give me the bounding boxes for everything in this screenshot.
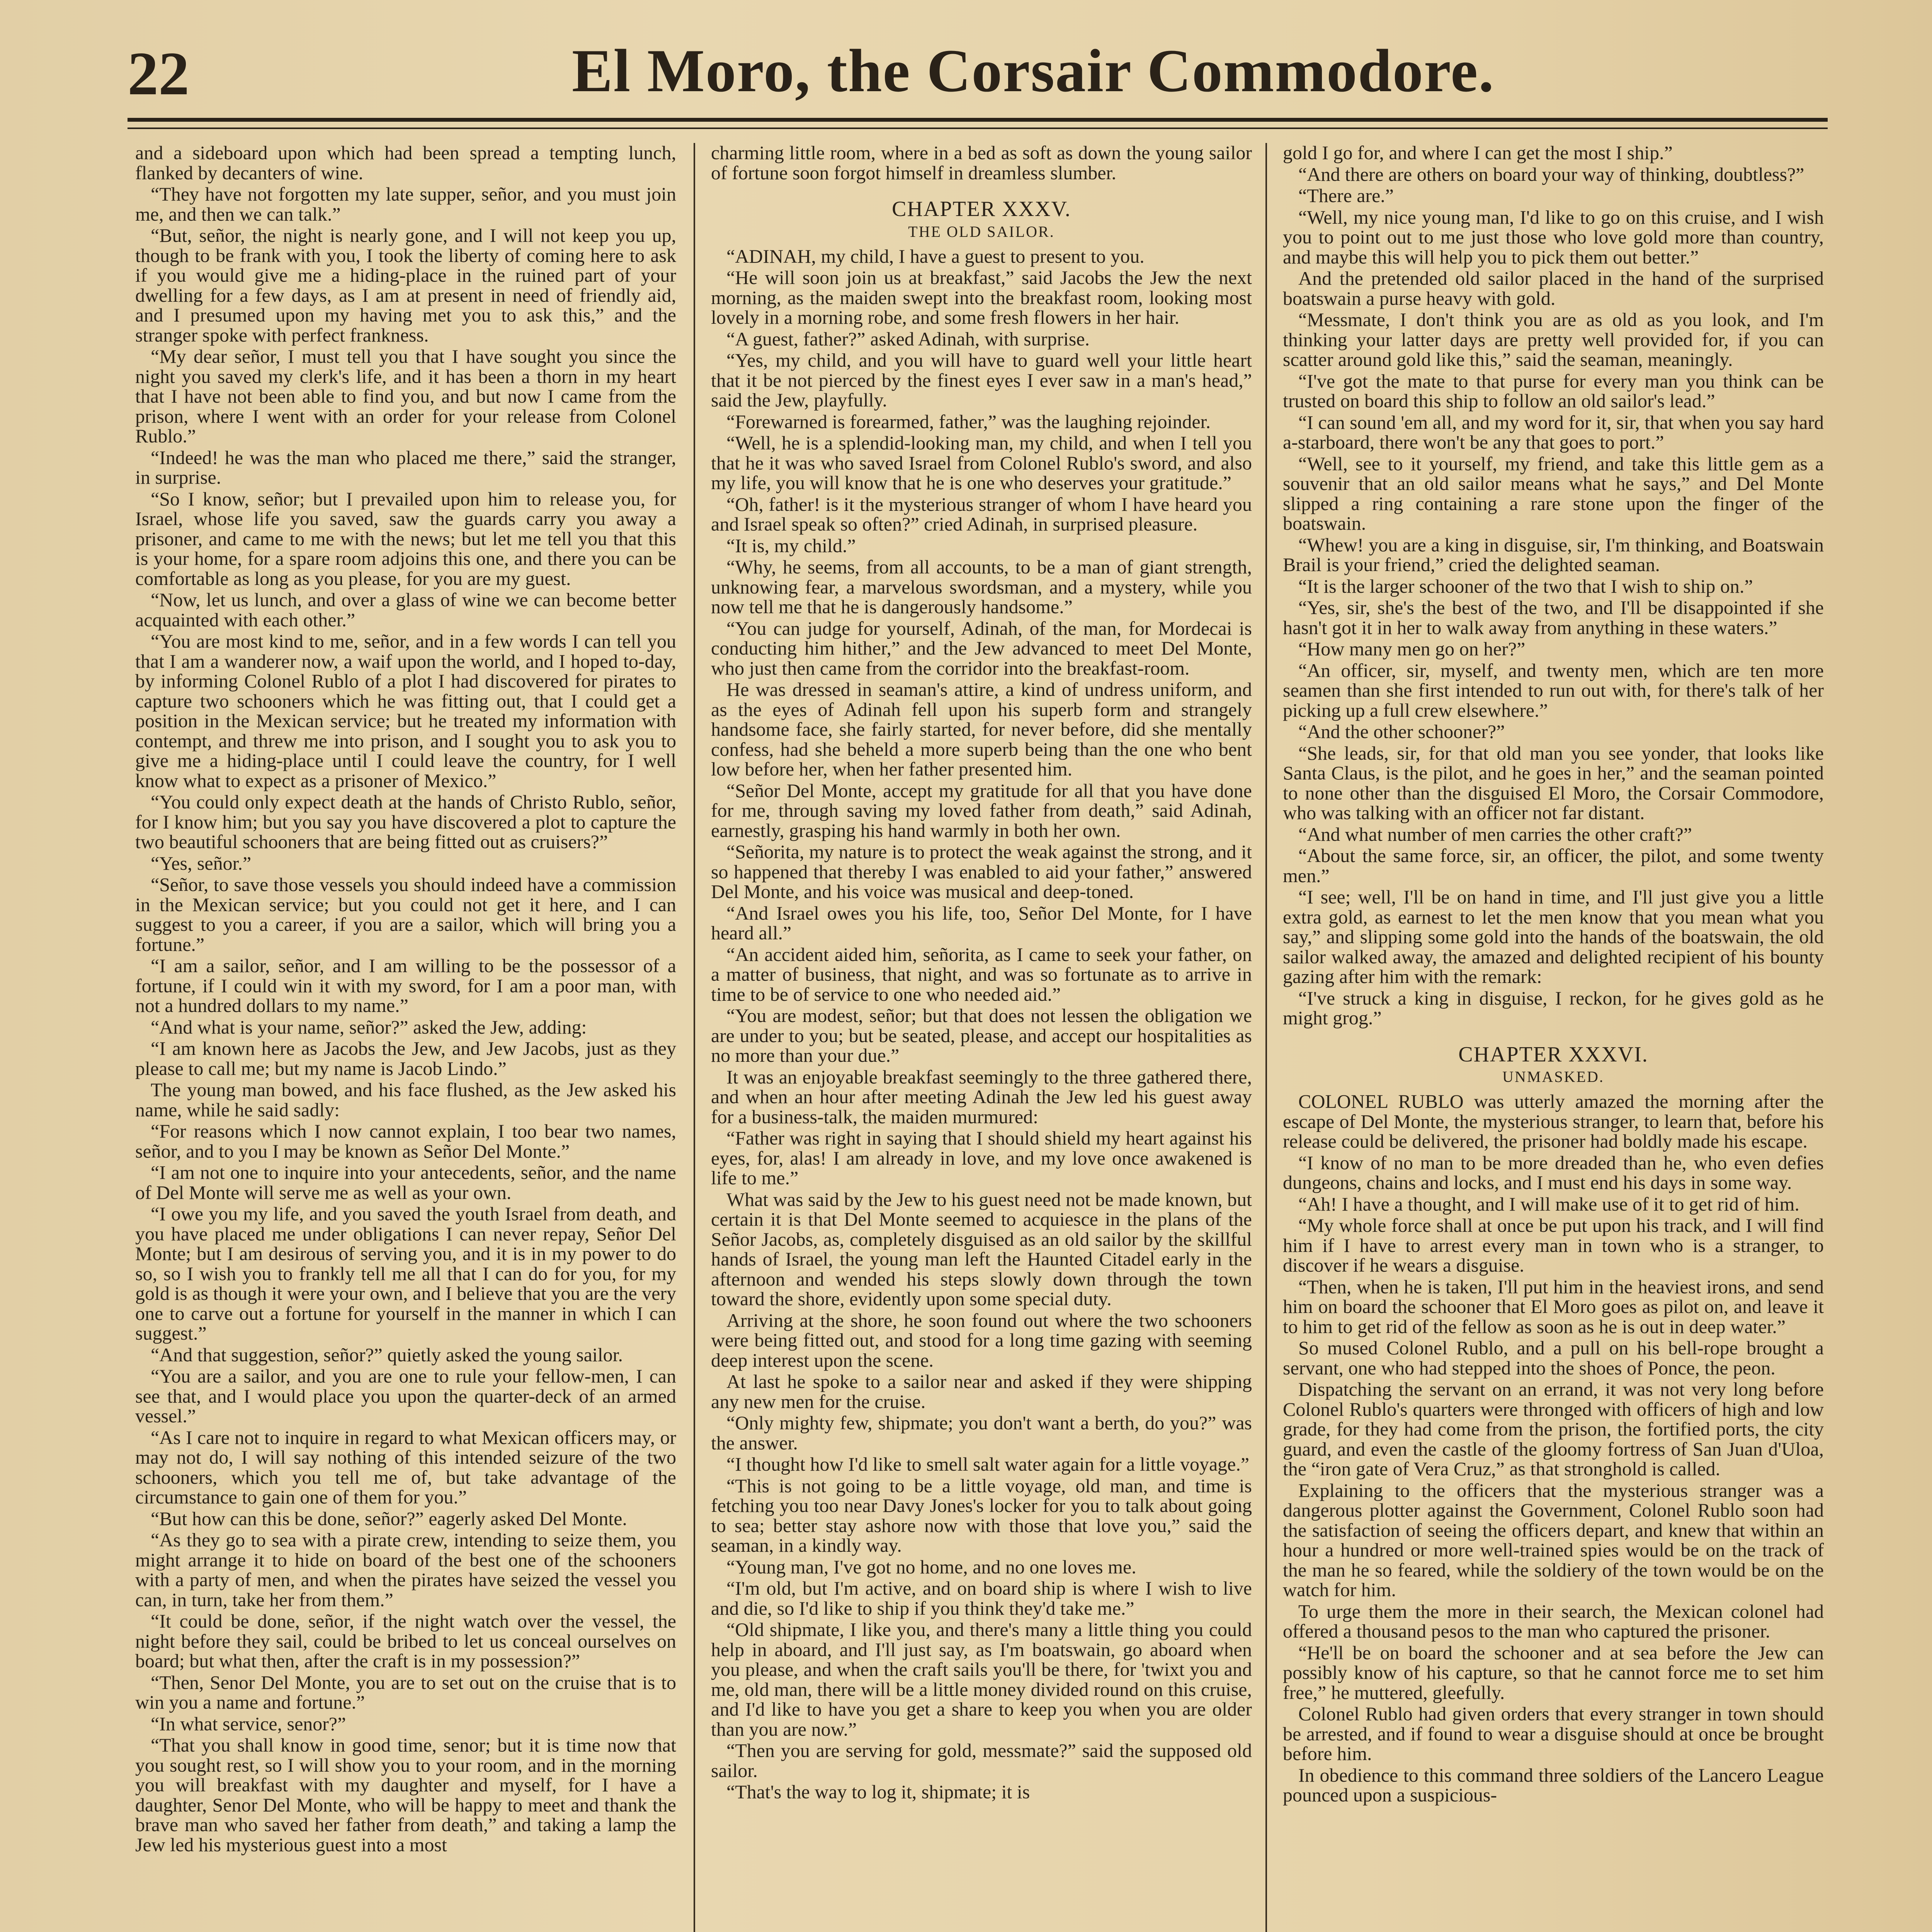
paragraph: “I've got the mate to that purse for every man you think can be trusted on board this ship to follow an old sailor's lead.” [1283,370,1824,412]
paragraph: “An accident aided him, señorita, as I came to seek your father, on a matter of business, that night, and was so fortunate as to arrive in time to be of service to one who needed aid.” [711,943,1252,1005]
paragraph: Dispatching the servant on an errand, it was not very long before Colonel Rublo's quarters were thronged with officers of high and low grade, for they had come from the prison, the fortified ports, the city guard, and even the castle of the gloomy fortress of San Juan d'Uloa, the “iron gate of Vera Cruz,” as that stronghold is called. [1283,1378,1824,1480]
paragraph: In obedience to this command three soldiers of the Lancero League pounced upon a suspicious- [1283,1764,1824,1806]
paragraph: “My whole force shall at once be put upon his track, and I will find him if I have to arrest every man in town who is a stranger, to discover if he wears a disguise. [1283,1214,1824,1276]
paragraph: “And there are others on board your way of thinking, doubtless?” [1298,163,1804,185]
column-divider [694,143,695,1932]
paragraph: “Well, my nice young man, I'd like to go on this cruise, and I wish you to point out to me just those who love gold more than country, and maybe this will help you to pick them out better.” [1283,206,1824,268]
paragraph: “You are modest, señor; but that does not lessen the obligation we are under to you; but be seated, please, and accept our hospitalities as no more than your due.” [711,1005,1252,1066]
paragraph: “Messmate, I don't think you are as old as you look, and I'm thinking your latter days are pretty well provided for, if you can scatter around gold like this,” said the seaman, meaningly. [1283,309,1824,370]
paragraph: “He'll be on board the schooner and at sea before the Jew can possibly know of his capture, so that he cannot force me to set him free,” he muttered, gleefully. [1283,1641,1824,1703]
paragraph: “Now, let us lunch, and over a glass of wine we can become better acquainted with each other.” [135,589,676,631]
paragraph: “Young man, I've got no home, and no one loves me. [726,1556,1136,1578]
paragraph: “I am not one to inquire into your antecedents, señor, and the name of Del Monte will serve me as well as your own. [135,1162,676,1203]
paragraph: “Señor, to save those vessels you should indeed have a commission in the Mexican service; but you could not get it here, and I can suggest to you a career, if you are a sailor, which will bring you a fortune.” [135,874,676,955]
paragraph: “And Israel owes you his life, too, Señor Del Monte, for I have heard all.” [711,902,1252,944]
paragraph: “A guest, father?” asked Adinah, with surprise. [726,328,1090,350]
column-2-lead [711,143,1252,183]
paragraph: “Indeed! he was the man who placed me there,” said the stranger, in surprise. [135,446,676,488]
column-divider [1265,143,1267,1932]
paragraph: “Only mighty few, shipmate; you don't want a berth, do you?” was the answer. [711,1412,1252,1454]
paragraph: “It is the larger schooner of the two that I wish to ship on.” [1298,575,1753,597]
paragraph: and a sideboard upon which had been spread a tempting lunch, flanked by decanters of wine. [135,143,676,184]
paragraph: “Oh, father! is it the mysterious stranger of whom I have heard you and Israel speak so often?” cried Adinah, in surprised pleasure. [711,493,1252,535]
paragraph: “And what number of men carries the other craft?” [1298,823,1692,845]
paragraph: “Señor Del Monte, accept my gratitude for all that you have done for me, through saving my loved father from death,” said Adinah, earnestly, grasping his hand warmly in both her own. [711,779,1252,841]
paragraph: “Well, he is a splendid-looking man, my child, and when I tell you that he it was who saved Israel from Colonel Rublo's sword, and also my life, you will know that he is one who deserves your gratitude.” [711,432,1252,494]
paragraph: “That you shall know in good time, senor; but it is time now that you sought rest, so I will show you to your room, and in the morning you will breakfast with my daughter and myself, for I have a daughter, Senor Del Monte, who will be happy to meet and thank the brave man who saved her father from death,” and taking a lamp the Jew led his mysterious guest into a most [135,1734,676,1855]
paragraph: “Old shipmate, I like you, and there's many a little thing you could help in aboard, and I'll just say, as I'm boatswain, go aboard when you please, and when the craft sails you'll be there, for 'twixt you and me, old man, there will be a little money divided round on this cruise, and I'd like to have you get a share to keep you when you are older than you are now.” [711,1619,1252,1740]
paragraph: “I owe you my life, and you saved the youth Israel from death, and you have placed me under obligations I can never repay, Señor Del Monte; but I am desirous of serving you, and it is in my power to do so, so I wish you to frankly tell me all that I can do for you, for my gold is as though it were your own, and I believe that you are the very one to carve out a fortune for yourself in the manner in which I can suggest.” [135,1203,676,1344]
paragraph: “Then, when he is taken, I'll put him in the heaviest irons, and send him on board the schooner that El Moro goes as pilot on, and leave it to him to get rid of the fellow as soon as he is out in deep water.” [1283,1276,1824,1337]
paragraph: Colonel Rublo had given orders that every stranger in town should be arrested, and if found to wear a disguise should at once be brought before him. [1283,1703,1824,1765]
paragraph: “Well, see to it yourself, my friend, and take this little gem as a souvenir that an old sailor means what he says,” and Del Monte slipped a ring containing a rare stone upon the finger of the boatswain. [1283,452,1824,534]
paragraph: “I am a sailor, señor, and I am willing to be the possessor of a fortune, if I could win it with my sword, for I am a poor man, with not a hundred dollars to my name.” [135,955,676,1016]
paragraph: “They have not forgotten my late supper, señor, and you must join me, and then we can talk.” [135,183,676,225]
column-3 [1283,143,1824,1932]
paragraph: “That's the way to log it, shipmate; it is [726,1781,1030,1803]
chapter-subtitle: UNMASKED. [1502,1068,1604,1086]
paragraph: “I see; well, I'll be on hand in time, and I'll just give you a little extra gold, as earnest to let the men know that you mean what you say,” and slipping some gold into the hands of the boatswain, the old sailor walked away, the amazed and delighted recipient of his bounty gazing after him with the remark: [1283,886,1824,987]
paragraph: “It could be done, señor, if the night watch over the vessel, the night before they sail, could be bribed to let us conceal ourselves on board; but what then, after the craft is in my possession?” [135,1610,676,1672]
paragraph: “I thought how I'd like to smell salt water again for a little voyage.” [726,1453,1250,1475]
paragraph: “But how can this be done, señor?” eagerly asked Del Monte. [151,1507,627,1529]
column-1 [135,143,676,1932]
paragraph: “As they go to sea with a pirate crew, intending to seize them, you might arrange it to hide on board of the best one of the schooners with a party of men, and when the pirates have seized the vessel you can, in turn, take her from them.” [135,1529,676,1611]
paragraph: “And that suggestion, señor?” quietly asked the young sailor. [151,1344,623,1366]
paragraph: Arriving at the shore, he soon found out where the two schooners were being fitted out, and stood for a long time gazing with seeming deep interest upon the scene. [711,1309,1252,1371]
paragraph: To urge them the more in their search, the Mexican colonel had offered a thousand pesos to the man who captured the prisoner. [1283,1600,1824,1642]
paragraph: “As I care not to inquire in regard to what Mexican officers may, or may not do, I will say nothing of this intended seizure of the two schooners, which you tell me of, but take advantage of the circumstance to gain one of them for you.” [135,1426,676,1508]
paragraph: The young man bowed, and his face flushed, as the Jew asked his name, while he said sadly: [135,1079,676,1121]
paragraph: “ADINAH, my child, I have a guest to present to you. [726,245,1145,267]
paragraph: At last he spoke to a sailor near and asked if they were shipping any new men for the cruise. [711,1371,1252,1412]
chapter-heading: CHAPTER XXXVI. [1458,1042,1648,1066]
column-3-body [1283,1092,1824,1805]
paragraph: “So I know, señor; but I prevailed upon him to release you, for Israel, whose life you saved, saw the guards carry you away a prisoner, and came to me with the news; but let me tell you that this is your home, for a spare room adjoins this one, and there you can be comfortable as long as you please, for you are my guest. [135,488,676,589]
paragraph: “Yes, my child, and you will have to guard well your little heart that it be not pierced by the finest eyes I ever saw in a man's head,” said the Jew, playfully. [711,349,1252,411]
page-number: 22 [128,39,189,108]
paragraph: charming little room, where in a bed as soft as down the young sailor of fortune soon forgot himself in dreamless slumber. [711,143,1252,184]
story-title: El Moro, the Corsair Commodore. [572,37,1495,105]
paragraph: COLONEL RUBLO was utterly amazed the morning after the escape of Del Monte, the mysterious stranger, to learn that, before his release could be delivered, the prisoner had boldly made his escape. [1283,1090,1824,1152]
paragraph: “My dear señor, I must tell you that I have sought you since the night you saved my clerk's life, and it has been a thorn in my heart that I have not been able to find you, and but now I came from the prison, where I went with an order for your release from Colonel Rublo.” [135,345,676,447]
column-2-body [711,247,1252,1802]
header-rule-thick [128,118,1828,122]
paragraph: “Yes, señor.” [151,852,252,874]
paragraph: He was dressed in seaman's attire, a kind of undress uniform, and as the eyes of Adinah fell upon his superb form and strangely handsome face, she fairly started, for never before, did she mentally confess, had she beheld a more superb being than the one who bent low before her, when her father presented him. [711,679,1252,780]
paragraph: “About the same force, sir, an officer, the pilot, and some twenty men.” [1283,845,1824,886]
paragraph: “Forewarned is forearmed, father,” was the laughing rejoinder. [726,410,1211,432]
paragraph: “For reasons which I now cannot explain, I too bear two names, señor, and to you I may be known as Señor Del Monte.” [135,1120,676,1162]
paragraph: “He will soon join us at breakfast,” said Jacobs the Jew the next morning, as the maiden swept into the breakfast room, looking most lovely in a morning robe, and some fresh flowers in her hair. [711,267,1252,328]
column-2 [711,143,1252,1932]
paragraph: “But, señor, the night is nearly gone, and I will not keep you up, though to be frank with you, I took the liberty of coming here to ask if you would give me a hiding-place in the ruined part of your dwelling for a few days, as I am at present in need of friendly aid, and I presumed upon my having met you to ask this,” and the stranger spoke with perfect frankness. [135,224,676,346]
paragraph: “You could only expect death at the hands of Christo Rublo, señor, for I know him; but you say you have discovered a plot to capture the two beautiful schooners that are being fitted out as cruisers?” [135,791,676,852]
paragraph: “This is not going to be a little voyage, old man, and time is fetching you too near Davy Jones's locker for you to talk about going to sea; better stay ashore now with those that love you,” said the seaman, in a kindly way. [711,1475,1252,1556]
paragraph: “In what service, senor?” [151,1713,346,1735]
paragraph: “And the other schooner?” [1298,721,1505,742]
chapter-heading: CHAPTER XXXV. [892,197,1071,221]
paragraph: “She leads, sir, for that old man you see yonder, that looks like Santa Claus, is the pilot, and he goes in her,” and the seaman pointed to none other than the disguised El Moro, the Corsair Commodore, who was talking with an officer not far distant. [1283,742,1824,823]
paragraph: “I know of no man to be more dreaded than he, who even defies dungeons, chains and locks, and I must end his days in some way. [1283,1151,1824,1194]
paragraph: “It is, my child.” [726,534,856,556]
paragraph: Explaining to the officers that the mysterious stranger was a dangerous plotter against the Government, Colonel Rublo soon had the satisfaction of seeing the officers depart, and knew that within an hour a hundred or more well-trained spies would be on the track of the man he so feared, while the soldiery of the town would be on the watch for him. [1283,1479,1824,1601]
paragraph: “I can sound 'em all, and my word for it, sir, that when you say hard a-starboard, there won't be any that goes to port.” [1283,411,1824,453]
paragraph: “Then you are serving for gold, messmate?” said the supposed old sailor. [711,1740,1252,1781]
header-rule-thin [128,128,1828,129]
paragraph: “Then, Senor Del Monte, you are to set out on the cruise that is to win you a name and fortune.” [135,1671,676,1713]
paragraph: It was an enjoyable breakfast seemingly to the three gathered there, and when an hour after meeting Adinah the Jew led his guest away for a business-talk, the maiden murmured: [711,1066,1252,1128]
paragraph: gold I go for, and where I can get the most I ship.” [1283,143,1673,163]
paragraph: “I'm old, but I'm active, and on board ship is where I wish to live and die, so I'd like to ship if you think they'd take me.” [711,1577,1252,1619]
paragraph: “I've struck a king in disguise, I reckon, for he gives gold as he might grog.” [1283,987,1824,1029]
column-3-lead [1283,143,1824,1028]
paragraph: What was said by the Jew to his guest need not be made known, but certain it is that Del Monte seemed to acquiesce in the plans of the Señor Jacobs, as, completely disguised as an old sailor by the skillful hands of Israel, the young man left the Haunted Citadel early in the afternoon and wended his steps slowly down through the town toward the shore, evidently upon some special duty. [711,1188,1252,1310]
paragraph: “How many men go on her?” [1298,638,1526,660]
paragraph: “Whew! you are a king in disguise, sir, I'm thinking, and Boatswain Brail is your friend,” cried the delighted seaman. [1283,534,1824,575]
paragraph: “Señorita, my nature is to protect the weak against the strong, and it so happened that thereby I was enabled to aid your father,” answered Del Monte, and his voice was musical and deep-toned. [711,841,1252,903]
paragraph: “There are.” [1298,185,1394,206]
paragraph: “You are most kind to me, señor, and in a few words I can tell you that I am a wanderer now, a waif upon the world, and I hoped to-day, by informing Colonel Rublo of a plot I had discovered for pirates to capture two schooners which he was fitting out, that I could get a position in the Mexican service; but he treated my information with contempt, and threw me into prison, and I sought you to ask you to give me a hiding-place until I could leave the country, for I well know what to expect as a prisoner of Mexico.” [135,630,676,791]
paragraph: “You can judge for yourself, Adinah, of the man, for Mordecai is conducting him hither,” and the Jew advanced to meet Del Monte, who just then came from the corridor into the breakfast-room. [711,617,1252,679]
paragraph: “Ah! I have a thought, and I will make use of it to get rid of him. [1298,1193,1799,1215]
paragraph: “An officer, sir, myself, and twenty men, which are ten more seamen than she first intended to run out with, for there's talk of her picking up a full crew elsewhere.” [1283,659,1824,721]
paragraph: “And what is your name, señor?” asked the Jew, adding: [151,1016,587,1038]
paragraph: “I am known here as Jacobs the Jew, and Jew Jacobs, just as they please to call me; but my name is Jacob Lindo.” [135,1037,676,1079]
paragraph: “Yes, sir, she's the best of the two, and I'll be disappointed if she hasn't got it in her to walk away from anything in these waters.” [1283,597,1824,638]
paragraph: “Why, he seems, from all accounts, to be a man of giant strength, unknowing fear, a marvelous swordsman, and a mystery, while you now tell me that he is dangerously handsome.” [711,556,1252,618]
paragraph: “You are a sailor, and you are one to rule your fellow-men, I can see that, and I would place you upon the quarter-deck of an armed vessel.” [135,1365,676,1427]
paragraph: And the pretended old sailor placed in the hand of the surprised boatswain a purse heavy with gold. [1283,267,1824,309]
paragraph: “Father was right in saying that I should shield my heart against his eyes, for, alas! I am already in love, and my love once awakened is life to me.” [711,1127,1252,1189]
chapter-subtitle: THE OLD SAILOR. [908,223,1055,240]
paragraph: So mused Colonel Rublo, and a pull on his bell-rope brought a servant, one who had stepped into the shoes of Ponce, the peon. [1283,1337,1824,1379]
